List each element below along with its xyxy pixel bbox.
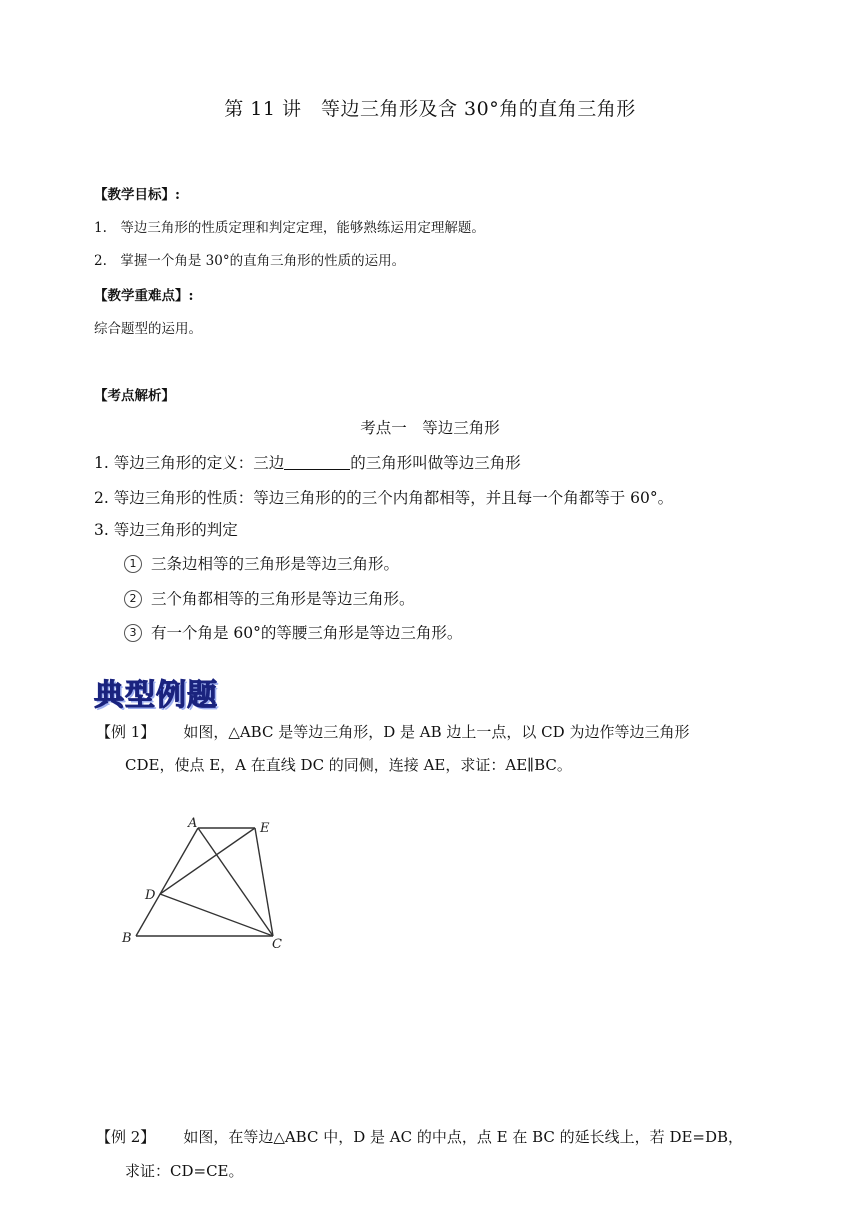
criteria-item (124, 621, 462, 643)
criteria-item (124, 587, 415, 609)
point-label-b: B (122, 931, 132, 946)
circled-number: 3 (124, 624, 142, 642)
example-2-line-2: 求证：CD=CE。 (125, 1162, 244, 1180)
page-title: 第 11 讲 等边三角形及含 30°角的直角三角形 (224, 98, 636, 120)
section-banner: 典型例题 (94, 678, 218, 713)
criteria-text: 三个角都相等的三角形是等边三角形。 (151, 590, 415, 608)
point-1 (94, 451, 521, 473)
objective-item-1: 1. 等边三角形的性质定理和判定定理，能够熟练运用定理解题。 (94, 220, 485, 236)
example-1-line-2: CDE，使点 E，A 在直线 DC 的同侧，连接 AE，求证：AE∥BC。 (125, 756, 572, 774)
point-1-before: 1. 等边三角形的定义：三边 (94, 454, 285, 472)
point-1-after: 的三角形叫做等边三角形 (350, 454, 521, 472)
analysis-heading: 【考点解析】 (94, 388, 175, 404)
example-2-label: 【例 2】 (96, 1128, 156, 1146)
point-3: 3. 等边三角形的判定 (94, 521, 238, 539)
objectives-heading: 【教学目标】: (94, 187, 180, 203)
example-1-line-1: 如图，△ABC 是等边三角形，D 是 AB 边上一点，以 CD 为边作等边三角形 (183, 723, 690, 741)
geometry-figure (112, 810, 312, 960)
objective-item-2: 2. 掌握一个角是 30°的直角三角形的性质的运用。 (94, 253, 406, 269)
point-label-c: C (272, 937, 282, 952)
point-label-e: E (260, 821, 270, 836)
fill-blank (284, 455, 350, 470)
circled-number: 1 (124, 555, 142, 573)
difficulty-text: 综合题型的运用。 (94, 321, 202, 337)
analysis-subheading: 考点一 等边三角形 (360, 419, 500, 437)
point-label-d: D (145, 888, 156, 903)
point-label-a: A (188, 816, 198, 831)
criteria-text: 有一个角是 60°的等腰三角形是等边三角形。 (151, 624, 463, 642)
criteria-text: 三条边相等的三角形是等边三角形。 (151, 555, 400, 573)
point-2: 2. 等边三角形的性质：等边三角形的的三个内角都相等，并且每一个角都等于 60°。 (94, 489, 674, 507)
criteria-item (124, 552, 399, 574)
example-1-label: 【例 1】 (96, 723, 156, 741)
example-2 (96, 1121, 743, 1153)
example-2-line-1: 如图，在等边△ABC 中，D 是 AC 的中点，点 E 在 BC 的延长线上，若 DE=DB， (183, 1128, 744, 1146)
difficulty-heading: 【教学重难点】: (94, 288, 194, 304)
circled-number: 2 (124, 590, 142, 608)
example-1 (96, 716, 689, 748)
